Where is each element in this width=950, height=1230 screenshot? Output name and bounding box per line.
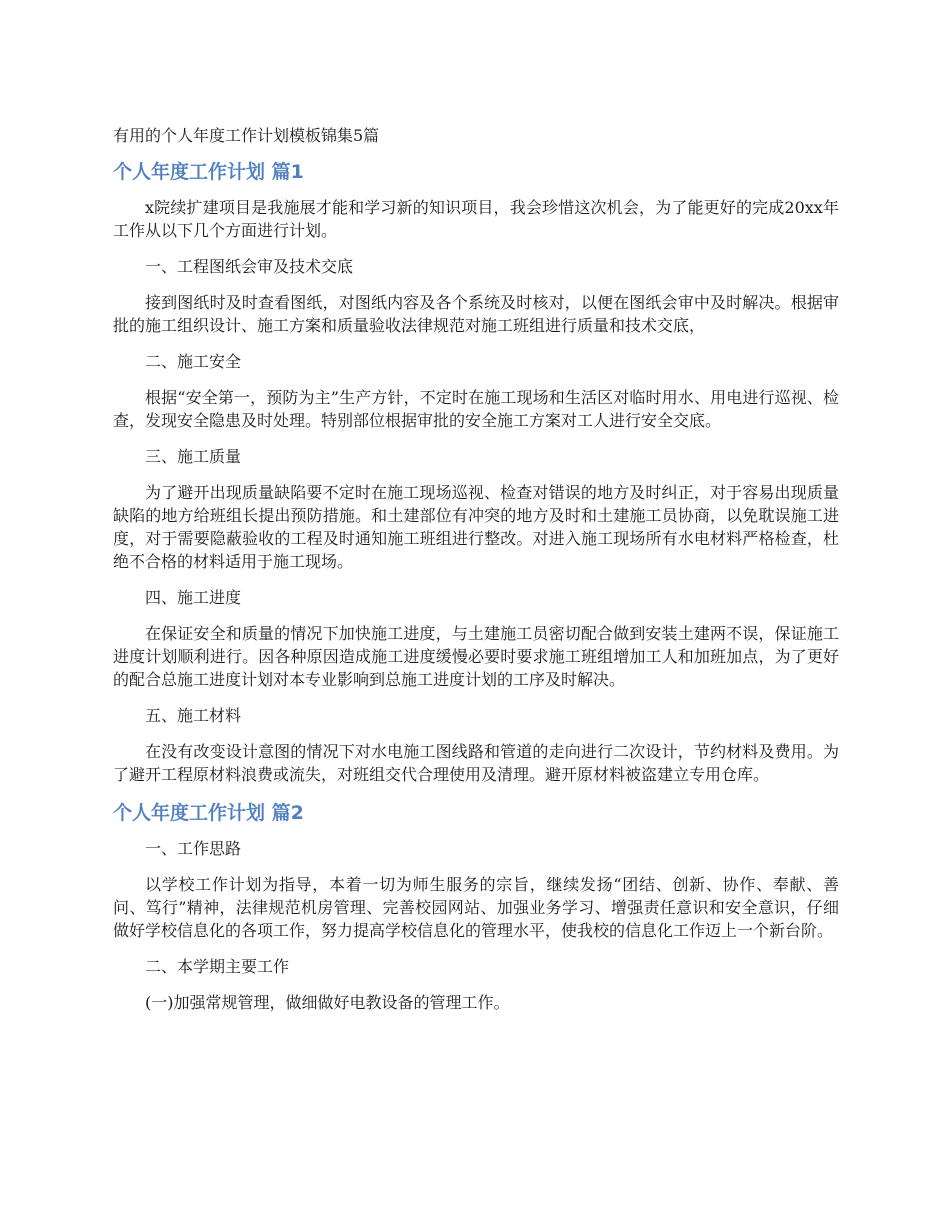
paragraph: 为了避开出现质量缺陷要不定时在施工现场巡视、检查对错误的地方及时纠正，对于容易出现质量缺陷的地方给班组长提出预防措施。和土建部位有冲突的地方及时和土建施工员协商，以免耽误施工进度，对于需要隐蔽验收的工程及时通知施工班组进行整改。对进入施工现场所有水电材料严格检查，杜绝不合格的材料适用于施工现场。	[113, 483, 839, 571]
paragraph: 根据“安全第一，预防为主”生产方针，不定时在施工现场和生活区对临时用水、用电进行巡视、检查，发现安全隐患及时处理。特别部位根据审批的安全施工方案对工人进行安全交底。	[113, 388, 839, 430]
paragraph: x院续扩建项目是我施展才能和学习新的知识项目，我会珍惜这次机会，为了能更好的完成20xx年工作从以下几个方面进行计划。	[113, 198, 839, 240]
sub-heading: 二、施工安全	[145, 352, 242, 371]
section-1	[113, 158, 839, 786]
sub-heading: 二、本学期主要工作	[145, 957, 290, 976]
sub-heading: 四、施工进度	[145, 588, 242, 607]
paragraph: 在保证安全和质量的情况下加快施工进度，与土建施工员密切配合做到安装土建两不误，保证施工进度计划顺利进行。因各种原因造成施工进度缓慢必要时要求施工班组增加工人和加班加点，为了更好的配合总施工进度计划对本专业影响到总施工进度计划的工序及时解决。	[113, 624, 839, 689]
sub-heading: 五、施工材料	[145, 706, 242, 725]
document-title: 有用的个人年度工作计划模板锦集5篇	[113, 126, 380, 145]
paragraph: 接到图纸时及时查看图纸，对图纸内容及各个系统及时核对，以便在图纸会审中及时解决。根据审批的施工组织设计、施工方案和质量验收法律规范对施工班组进行质量和技术交底，	[113, 293, 839, 335]
sub-heading: 一、工程图纸会审及技术交底	[145, 257, 354, 276]
sub-heading: 一、工作思路	[145, 839, 242, 858]
section-2	[113, 799, 839, 1014]
sub-heading: 三、施工质量	[145, 447, 242, 466]
document-page	[113, 122, 839, 1027]
section-heading: 个人年度工作计划 篇1	[113, 161, 304, 183]
paragraph: 在没有改变设计意图的情况下对水电施工图线路和管道的走向进行二次设计，节约材料及费用。为了避开工程原材料浪费或流失，对班组交代合理使用及清理。避开原材料被盗建立专用仓库。	[113, 742, 839, 784]
paragraph: 以学校工作计划为指导，本着一切为师生服务的宗旨，继续发扬“团结、创新、协作、奉献、善问、笃行”精神，法律规范机房管理、完善校园网站、加强业务学习、增强责任意识和安全意识，仔细做好学校信息化的各项工作，努力提高学校信息化的管理水平，使我校的信息化工作迈上一个新台阶。	[113, 875, 839, 940]
sub-heading: (一)加强常规管理，做细做好电教设备的管理工作。	[145, 993, 510, 1012]
section-heading: 个人年度工作计划 篇2	[113, 802, 304, 824]
